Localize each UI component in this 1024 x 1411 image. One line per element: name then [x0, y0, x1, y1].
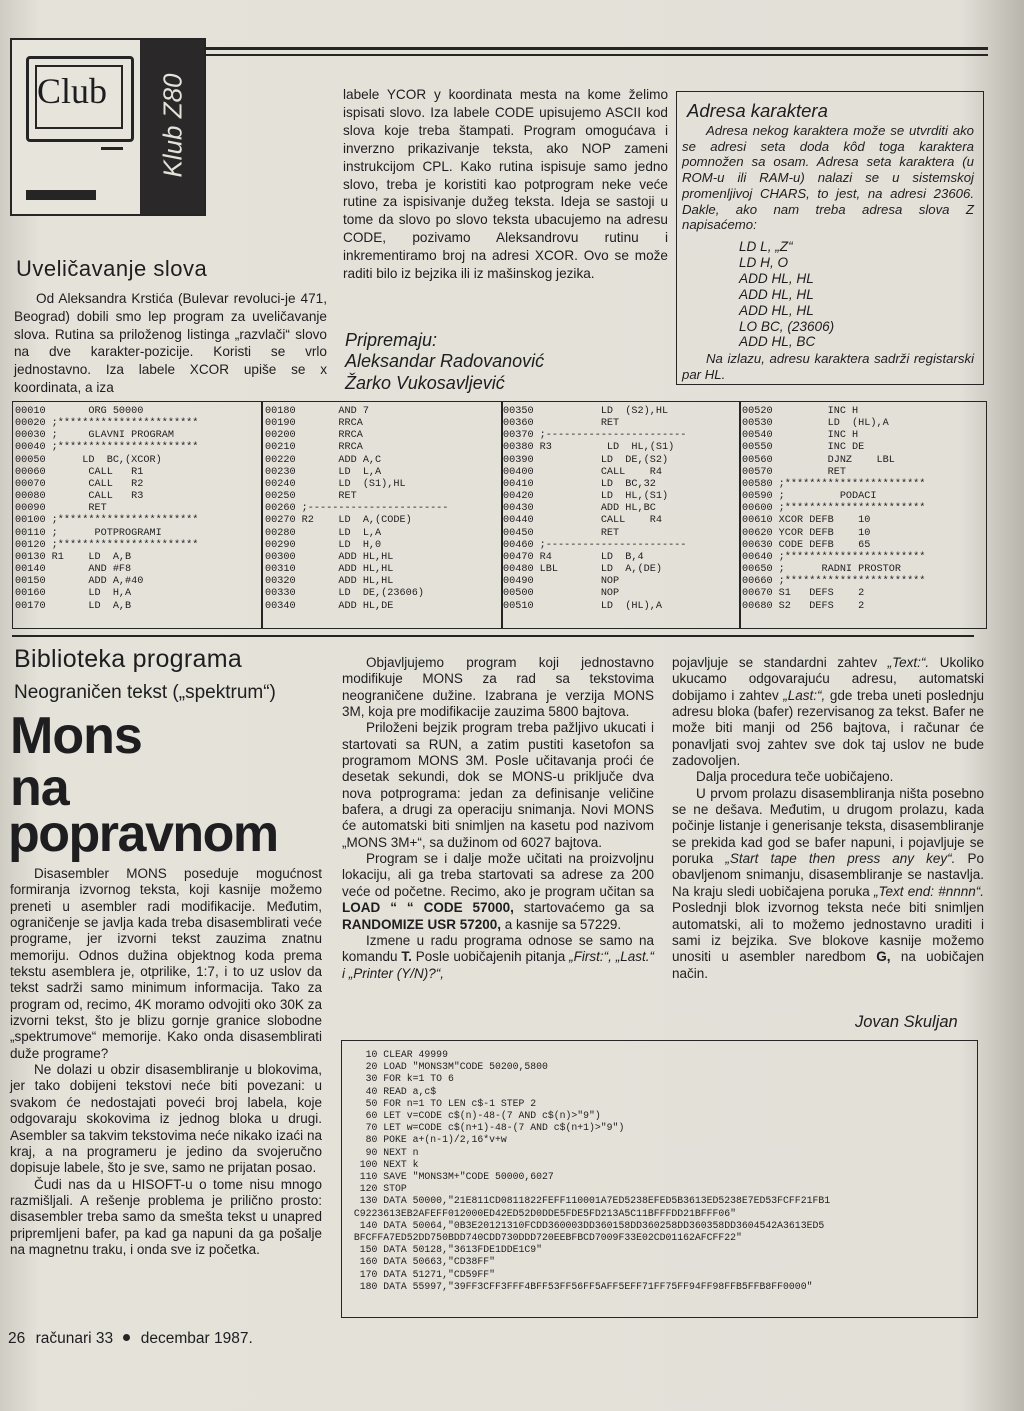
section-title: Biblioteka programa	[14, 645, 243, 673]
code-line: ADD HL, HL	[739, 270, 814, 286]
sidebar-code	[739, 239, 834, 350]
basic-listing: 10 CLEAR 49999 20 LOAD "MONS3M"CODE 50200,5800 30 FOR k=1 TO 6 40 READ a,c$ 50 FOR n=1 TO LEN c$-1 STEP 2 60 LET v=CODE c$(n)-48-(7 AND c$(n)>"9") 70 LET w=CODE c$(n+1)-48-(7 AND c$(n+1)>"9") 80 POKE a+(n-1)/2,16*v+w 90 NEXT n 100 NEXT k 110 SAVE "MONS3M+"CODE 50000,6027 120 STOP 130 DATA 50000,"21E811CD0811822FEFF110001A7ED5238EFED5B3613ED5238E7ED53FCFF21FB1 C9223613EB2AFEFF012000ED42ED52D0DDE5FDE5FD213A5C11BFFFDD21BFFF06" 140 DATA 50064,"0B3E20121310FCDD360003DD360158DD360258DD360358DD3604542A3613ED5 BFCFFA7ED52DD750BDD740CDD730DDD720EEBFBCD7009F33E02CD01162AFCFF22" 150 DATA 50128,"3613FDE1DDE1C9" 160 DATA 50663,"CD38FF" 170 DATA 51271,"CD59FF" 180 DATA 55997,"39FF3CFF3FFF4BFF53FF56FF5AFF5EFF71FF75FF94FF98FFB5FFB8FF0000"	[353, 1049, 831, 1292]
code-line: ADD HL, HL	[739, 286, 814, 302]
article2-subtitle: Neograničen tekst („spektrum“)	[14, 682, 276, 703]
sidebar-title: Adresa karaktera	[687, 100, 828, 121]
sidebar-text: Adresa nekog karaktera može se utvrditi ako se adresi seta doda kôd toga karaktera pomnožen sa osam. Adresa seta karaktera (u ROM-u ili RAM-u) nalazi se u sistemskoj promenljivoj CHARS, to jest, na adresi 23606. Dakle, ako nam treba adresa slova Z napisaćemo:	[682, 123, 974, 233]
computer-icon	[26, 56, 134, 142]
code-line: LO BC, (23606)	[739, 318, 835, 334]
magazine-name: računari 33	[35, 1330, 114, 1347]
sidebar-box	[676, 91, 984, 385]
bullet-icon	[123, 1334, 130, 1341]
author-vukosavljevic: Žarko Vukosavljević	[345, 373, 505, 393]
article1-title: Uveličavanje slova	[16, 256, 208, 281]
author-radovanovic: Aleksandar Radovanović	[345, 351, 545, 371]
sidebar-outro: Na izlazu, adresu karaktera sadrži registarski par HL.	[682, 351, 974, 382]
headline-na: na	[10, 759, 69, 817]
klub-band	[140, 40, 204, 214]
prepared-label: Pripremaju:	[345, 330, 438, 350]
listing-col4: 00520 INC H 00530 LD (HL),A 00540 INC H 00550 INC DE 00560 DJNZ LBL 00570 RET 00580 ;*********************** 00590 ; PODACI 00600 ;*********************** 00610 XCOR DEFB 10 00620 YCOR DEFB 10 00630 CODE DEFB 65 00640 ;*********************** 00650 ; RADNI PROSTOR 00660 ;*********************** 00670 S1 DEFS 2 00680 S2 DEFS 2	[742, 406, 926, 612]
article1-intro: Od Aleksandra Krstića (Bulevar revoluci-je 471, Beograd) dobili smo lep program za uveličavanje slova. Rutina sa priloženog listinga „razvlači“ slovo na dve karakter-pozicije. Koristi se vrlo jednostavno. Iza labele XCOR upiše se x koordinata, a iza	[14, 291, 327, 395]
code-line: LD H, O	[739, 254, 789, 270]
article1-col2: labele YCOR y koordinata mesta na kome želimo ispisati slovo. Iza labele CODE upisujemo ASCII kod slova koje treba štampati. Program omogućava i inverzno prikazivanje teksta, ako NOP zameni instrukcijom CPL. Kako rutina ispisuje samo jedno slovo, treba je koristiti kao potprogram neke veće rutine za ispisivanje dužeg teksta. Ideja se sastoji u tome da slovo po slovo teksta ubacujemo na adresu CODE, pozivamo Aleksandrovu rutinu i inkrementiramo broj na adresi XCOR. Ovo se može raditi bilo iz bejzika ili iz mašinskog jezika.	[343, 87, 668, 282]
issue-date: decembar 1987.	[140, 1330, 253, 1347]
page-number: 26	[8, 1330, 26, 1347]
page-footer	[8, 1330, 253, 1348]
headline-mons: Mons	[10, 707, 142, 765]
code-line: LD L, „Z“	[739, 239, 793, 254]
headline-popravnom: popravnom	[8, 805, 278, 863]
code-line: ADD HL, HL	[739, 302, 814, 318]
article2-col3: pojavljuje se standardni zahtev „Text:“. Ukoliko ukucamo odgovarajuću adresu, automatski dobijamo i zahtev „Last:“, gde treba uneti poslednju adresu bloka (bafer) rezervisanog za tekst. Bafer ne može biti manji od 256 bajtova, i računar će ponavljati svoj zahtev sve dok taj uslov ne bude zadovoljen. Dalja procedura teče uobičajeno. U prvom prolazu disasembliranja ništa posebno se ne dešava. Međutim, u drugom prolazu, kada počinje listanje i generisanje teksta, disasembliranje se prekida kad god se bafer napuni, i pojavljuje se poruka „Start tape then press any key“. Po obavljenom snimanju, disasembliranje se nastavlja. Na kraju sledi uobičajena poruka „Text end: #nnnn“. Poslednji blok izvornog teksta neće biti snimljen automatski, ali to možemo jednostavno uraditi i sami iz bejzika. Sve blokove kasnije možemo unositi u asembler naredbom G, na uobičajen način.	[672, 655, 985, 981]
keyboard-icon	[26, 190, 96, 200]
assembly-listing	[12, 401, 987, 629]
klub-z80-label: Klub Z80	[157, 73, 188, 178]
code-line: ADD HL, BC	[739, 334, 816, 350]
club-logo	[10, 38, 206, 216]
logo-text: Club	[37, 71, 108, 111]
listing-col3: 00350 LD (S2),HL 00360 RET 00370 ;----------------------- 00380 R3 LD HL,(S1) 00390 LD DE,(S2) 00400 CALL R4 00410 LD BC,32 00420 LD HL,(S1) 00430 ADD HL,BC 00440 CALL R4 00450 RET 00460 ;----------------------- 00470 R4 LD B,4 00480 LBL LD A,(DE) 00490 NOP 00500 NOP 00510 LD (HL),A	[503, 406, 687, 612]
article2-author: Jovan Skuljan	[855, 1013, 958, 1031]
article2-col2: Objavljujemo program koji jednostavno modifikuje MONS za rad sa tekstovima neograničene dužine. Izabrana je verzija MONS 3M, koja pre modifikacije zauzima 5800 bajtova. Priloženi bejzik program treba pažljivo ukucati i startovati sa RUN, a zatim pustiti kasetofon sa programom MONS 3M. Posle učitavanja proći će desetak sekundi, dok se MONS-u priključe dva nova potprograma: jedan za definisanje veličine bafera, a drugi za operaciju snimanja. Novi MONS će automatski biti snimljen na kasetu pod nazivom „MONS 3M+“, sa dužinom od 6027 bajtova. Program se i dalje može učitati na proizvoljnu lokaciju, ali ga treba startovati sa adrese za 200 veće od početne. Recimo, ako je program učitan sa LOAD “ “ CODE 57000, startovaćemo ga sa RANDOMIZE USR 57200, a kasnije sa 57229. Izmene u radu programa odnose se samo na komandu T. Posle uobičajenih pitanja „First:“, „Last.“ i „Printer (Y/N)?“,	[342, 655, 654, 981]
article2-col1: Disasembler MONS poseduje mogućnost formiranja izvornog teksta, koji kasnije možemo preneti u asembler radi modifikacije. Međutim, ograničenje se javlja kada treba disasemblirati veće programe, jer izvorni tekst zauzima znatnu memoriju. Odnos dužina objektnog koda prema tekstu asemblera je, otprilike, 1:7, i to uz uslov da tekst sadrži samo minimum informacija. Tako za program od, recimo, 4K moramo odvojiti oko 30K za izvorni tekst, što je blizu gornje granice slobodne „spektrumove“ memorije. Kako onda disasemblirati duže programe? Ne dolazi u obzir disasembliranje u blokovima, jer tako dobijeni tekstovi neće biti povezani: u svakom će nedostajati poveći broj labela, koje odgovaraju skokovima iz jednog bloka u drugi. Asembler sa takvim tekstovima neće nikako izaći na kraj, a na programeru je jedino da svojeručno dopisuje labele, što je sve, samo ne prijatan posao. Čudi nas da u HISOFT-u o tome nisu mnogo razmišljali. A rešenje problema je prilično prosto: disasembler treba samo da smešta tekst u unapred pripremljeni bafer, pa kad ga napuni da ga pošalje na magnetnu traku, i onda sve iz početka.	[10, 866, 322, 1257]
basic-listing-box	[341, 1040, 978, 1318]
listing-col1: 00010 ORG 50000 00020 ;*********************** 00030 ; GLAVNI PROGRAM 00040 ;*********************** 00050 LD BC,(XCOR) 00060 CALL R1 00070 CALL R2 00080 CALL R3 00090 RET 00100 ;*********************** 00110 ; POTPROGRAMI 00120 ;*********************** 00130 R1 LD A,B 00140 AND #F8 00150 ADD A,#40 00160 LD H,A 00170 LD A,B	[15, 406, 199, 612]
listing-col2: 00180 AND 7 00190 RRCA 00200 RRCA 00210 RRCA 00220 ADD A,C 00230 LD L,A 00240 LD (S1),HL 00250 RET 00260 ;----------------------- 00270 R2 LD A,(CODE) 00280 LD L,A 00290 LD H,0 00300 ADD HL,HL 00310 ADD HL,HL 00320 ADD HL,HL 00330 LD DE,(23606) 00340 ADD HL,DE	[265, 406, 449, 612]
